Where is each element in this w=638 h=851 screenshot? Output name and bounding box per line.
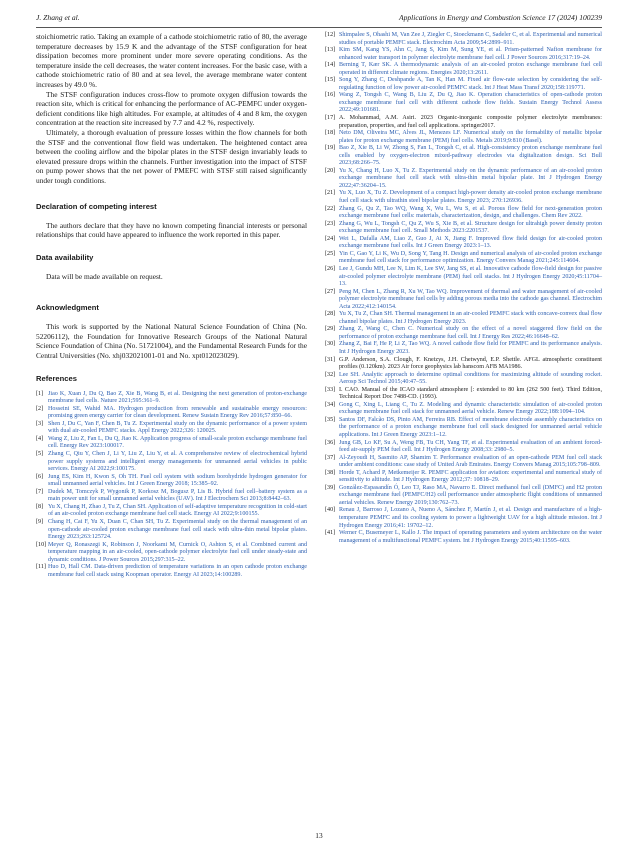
reference-item [325,326,602,341]
reference-number: [6] [36,473,44,480]
reference-number: [16] [325,92,336,99]
reference-item [325,206,602,221]
reference-item [325,190,602,205]
reference-item [325,485,602,508]
reference-item [325,115,602,130]
reference-item [325,266,602,289]
reference-link[interactable]: Shen J, Du C, Yan F, Chen B, Tu Z. Experimental study on the dynamic performance of a power system with dual air-cooled PEMFC stacks. Appl Energy 2022;326: 120025. [48,420,307,435]
reference-number: [11] [36,564,46,571]
reference-link[interactable]: Wang Z, Liu Z, Fan L, Du Q, Jiao K. Application progress of small-scale proton exchange membrane fuel cell. Energy Rev 2023:100017. [48,435,307,450]
reference-item [325,455,602,470]
reference-number: [20] [325,167,336,174]
paragraph-2: The STSF configuration induces cross-flow to promote oxygen diffusion towards the reaction site, which is critical for enhancing the performance of AC-PEMFC under oxygen-deficient conditions like high altitudes. For example, at altitudes of 4 and 8 km, the oxygen concentration at the reaction site increased by 7.7 and 4.2 %, respectively. [36,89,307,128]
reference-number: [38] [325,469,336,476]
reference-link: A. Mohammad, A.M. Asiri. 2023 Organic-inorganic composite polymer electrolyte membranes: preparation, properties, and fuel cell applications. springer2017. [339,115,602,129]
reference-item [36,542,307,565]
reference-item [325,145,602,168]
acknowledgment-heading: Acknowledgment [36,303,99,313]
reference-list-right [325,32,602,545]
reference-number: [28] [325,311,336,318]
references-heading: References [36,373,77,383]
reference-link[interactable]: González-Espasandín Ó, Leo TJ, Raso MA, Navarro E. Direct methanol fuel cell (DMFC) and H2 proton exchange membrane fuel (PEMFC/H2) cell performance under atmospheric flight conditions of unmanned aerial vehicles. Renew Energy 2019;130:762–73. [339,484,602,506]
reference-item [325,507,602,530]
reference-item [325,47,602,62]
reference-link[interactable]: Lee SH. Analytic approach to determine optimal conditions for maximizing altitude of sounding rocket. Aerosp Sci Technol 2015;40:47–55. [339,371,602,386]
reference-item [325,311,602,326]
reference-link[interactable]: Al-Zeyoudi H, Sasmito AP, Shamim T. Performance evaluation of an open-cathode PEM fuel cell stack under ambient conditions: case study of United Arab Emirates. Energy Convers Manag 2015;105:798–809. [339,454,602,469]
reference-link[interactable]: Bao Z, Xie B, Li W, Zhong S, Fan L, Tongsh C, et al. High-consistency proton exchange membrane fuel cells enabled by oxygen-electron mixed-pathway electrodes via digitalization design. Sci Bull 2023;68:266–75. [339,145,602,167]
reference-number: [29] [325,326,336,333]
reference-item [36,564,307,579]
reference-link[interactable]: Peng M, Chen L, Zhang R, Xu W, Tao WQ. Improvement of thermal and water management of air-cooled polymer electrolyte membrane fuel cells by adding porous media into the cathode gas channel. Electrochim Acta 2022;412:140154. [339,288,602,310]
reference-item [36,474,307,489]
reference-item [325,440,602,455]
right-column [325,32,602,545]
reference-number: [41] [325,530,336,537]
reference-link: I. CAO. Manual of the ICAO standard atmosphere [: extended to 80 km (262 500 feet). Third Edition, Technical Report Doc 7488-CD. (1993). [339,386,602,401]
reference-item [36,421,307,436]
reference-link[interactable]: Wei L, Dafalla AM, Liao Z, Guo J, Ai X, Jiang F. Improved flow field design for air-cooled proton exchange membrane fuel cells. Int J Green Energy 2023:1–13. [339,235,602,250]
running-header [36,13,602,27]
reference-number: [9] [36,518,44,525]
reference-link[interactable]: Dudek M, Tomczyk P, Wygonik P, Korkosz M, Bogusz P, Lis B. Hybrid fuel cell–battery system as a main power unit for small unmanned aerial vehicles (UAV). Int J Electrochem Sci 2013;8:8442–63. [48,488,307,503]
reference-number: [25] [325,250,336,257]
reference-link[interactable]: Huo D, Hall CM. Data-driven prediction of temperature variations in an open cathode proton exchange membrane fuel cell stack using Koopman operator. Energy AI 2023;14:100289. [48,564,307,578]
reference-number: [30] [325,341,336,348]
reference-item [325,236,602,251]
reference-number: [4] [36,435,44,442]
reference-number: [10] [36,541,47,548]
header-authors: J. Zhang et al. [36,13,80,22]
reference-number: [23] [325,220,336,227]
reference-link[interactable]: Zhang G, Qu Z, Tao WQ, Wang X, Wu L, Wu S, et al. Porous flow field for next-generation proton exchange membrane fuel cells: materials, characterization, design, and challenges. Chem Rev 2022. [339,205,602,220]
paragraph-3: Ultimately, a thorough evaluation of pressure losses within the flow channels for both the STSF and the conventional flow field was undertaken. The heightened contact area between the cooling airflow and the bipolar plates in the STSF design invariably leads to elevated pressure drops within the channels. Further investigation into the impact of STSF on pump power shows that the net power of PMEFC with STSF still raised significantly under tough conditions. [36,127,307,185]
reference-number: [1] [36,390,44,397]
reference-link[interactable]: Chang H, Cai F, Yu X, Duan C, Chan SH, Tu Z. Experimental study on the thermal management of an open-cathode air-cooled proton exchange membrane fuel cell stack with ultra-thin metal bipolar plates. Energy 2023;263:125724. [48,518,307,541]
reference-number: [5] [36,451,44,458]
reference-link[interactable]: Wang Z, Tongsh C, Wang B, Liu Z, Du Q, Jiao K. Operation characteristics of open-cathode proton exchange membrane fuel cell with different cathode flow fields. Sustain Energy Technol Assess 2022;49:101681. [339,92,602,114]
reference-item [325,470,602,485]
acknowledgment-text: This work is supported by the National Natural Science Foundation of China (No. 52206112), the Foundation for Innovative Research Groups of the National Natural Science Foundation of China (No. 51721004), and the Fundamental Research Funds for the Central Universities (No. xhj032021001-01 and No. xpt012023029). [36,322,307,361]
reference-number: [14] [325,62,336,69]
left-column [36,32,307,579]
reference-number: [15] [325,77,336,84]
reference-number: [13] [325,47,336,54]
reference-item [325,341,602,356]
reference-link[interactable]: Zhang Z, Wang C, Chen C. Numerical study on the effect of a novel staggered flow field on the performance of proton exchange membrane fuel cell. Int J Energy Res 2022;46:16648–62. [339,326,602,340]
reference-link[interactable]: Horde T, Achard P, Metkemeijer R. PEMFC application for aviation: experimental and numerical study of sensitivity to altitude. Int J Hydrogen Energy 2012;37: 10818–29. [339,469,602,484]
reference-link: G.P. Anderson, S.A. Clough, F. Kneizys, J.H. Chetwynd, E.P. Shettle. AFGL atmospheric constituent profiles (0.120km). 2023 Air force geophysics lab hanscom AFB MA1986. [339,356,602,371]
competing-interest-heading: Declaration of competing interest [36,201,157,211]
reference-number: [40] [325,507,336,514]
reference-number: [37] [325,454,336,461]
reference-link[interactable]: Yu X, Chang H, Luo X, Tu Z. Experimental study on the dynamic performance of an air-cooled proton exchange membrane fuel cell stack with ultra-thin metal bipolar plate. Int J Hydrogen Energy 2022;47:36204–15. [339,167,602,189]
reference-number: [12] [325,32,336,38]
reference-item [325,289,602,312]
reference-link[interactable]: Jung GB, Lo KF, Su A, Weng FB, Tu CH, Yang TF, et al. Experimental evaluation of an ambient forced-feed air-supply PEM fuel cell. Int J Hydrogen Energy 2008;33: 2980–5. [339,439,602,454]
reference-number: [19] [325,145,336,152]
reference-number: [36] [325,439,336,446]
reference-item [325,417,602,440]
reference-item [36,436,307,451]
reference-link[interactable]: Song Y, Zhang C, Deshpande A, Tan K, Han M. Fixed air flow-rate selection by considering the self-regulating function of low power air-cooled PEMFC stack. Int J Heat Mass Transf 2020;158:119771. [339,77,602,91]
reference-item [325,168,602,191]
reference-item [36,489,307,504]
reference-number: [24] [325,235,336,242]
reference-link[interactable]: Neto DM, Oliveira MC, Alves JL, Menezes LF. Numerical study on the formability of metallic bipolar plates for proton exchange membrane (PEM) fuel cells. Metals 2019;9:810 (Basel). [339,130,602,144]
reference-link[interactable]: Yu X, Luo X, Tu Z. Development of a compact high-power density air-cooled proton exchange membrane fuel cell stack with ultrathin steel bipolar plates. Energy 2023; 270:126936. [339,190,602,205]
reference-link[interactable]: Werner C, Busemeyer L, Kallo J. The impact of operating parameters and system architecture on the water management of a multifunctional PEMFC system. Int J Hydrogen Energy 2015;40:11595–603. [339,530,602,544]
header-journal: Applications in Energy and Combustion Science 17 (2024) 100239 [398,13,602,22]
reference-item [36,519,307,542]
reference-item [325,357,602,372]
reference-link[interactable]: Jiao K, Xuan J, Du Q, Bao Z, Xie B, Wang B, et al. Designing the next generation of proton-exchange membrane fuel cells. Nature 2021;595:361–9. [48,390,307,405]
reference-link[interactable]: Jung ES, Kim H, Kwon S, Oh TH. Fuel cell system with sodium borohydride hydrogen generator for small unmanned aerial vehicles. Int J Green Energy 2018; 15:385–92. [48,473,307,488]
reference-number: [35] [325,416,336,423]
reference-item [36,406,307,421]
reference-number: [27] [325,288,336,295]
reference-link[interactable]: Gong C, Xing L, Liang C, Tu Z. Modeling and dynamic characteristic simulation of air-cooled proton exchange membrane fuel cell stack for unmanned aerial vehicle. Renew Energy 2022;188:1094–104. [339,401,602,416]
reference-link[interactable]: Yin C, Gao Y, Li K, Wu D, Song Y, Tang H. Design and numerical analysis of air-cooled proton exchange membrane fuel cell stack for performance optimization. Energy Convers Manag 2021;245:114604. [339,250,602,265]
reference-link[interactable]: Zhang C, Qiu Y, Chen J, Li Y, Liu Z, Liu Y, et al. A comprehensive review of electrochemical hybrid power supply systems and intelligent energy managements for unmanned aerial vehicles in public services. Energy AI 2022;9:100175. [48,451,307,473]
competing-interest-text: The authors declare that they have no known competing financial interests or personal relationships that could have appeared to influence the work reported in this paper. [36,220,307,240]
reference-item [36,504,307,519]
reference-link[interactable]: Zhang Z, Bai F, He P, Li Z, Tao WQ. A novel cathode flow field for PEMFC and its performance analysis. Int J Hydrogen Energy 2023. [339,341,602,355]
reference-number: [21] [325,190,336,197]
reference-item [325,130,602,145]
reference-number: [17] [325,115,336,122]
reference-item [325,32,602,47]
reference-item [325,251,602,266]
reference-link[interactable]: Berning T, Kær SK. A thermodynamic analysis of an air-cooled proton exchange membrane fuel cell operated in different climate regions. Energies 2020;13:2611. [339,62,602,76]
reference-number: [3] [36,420,44,427]
reference-link[interactable]: Yu X, Tu Z, Chan SH. Thermal management in an air-cooled PEMFC stack with concave-convex dual flow channel bipolar plates. Int J Hydrogen Energy 2023. [339,311,602,325]
reference-link[interactable]: Zhang G, Wu L, Tongsh C, Qu Z, Wu S, Xie B, et al. Structure design for ultrahigh power density proton exchange membrane fuel cell. Small Methods 2023:2201537. [339,220,602,235]
reference-number: [34] [325,401,336,408]
reference-link[interactable]: Renau J, Barroso J, Lozano A, Nueno A, Sánchez F, Martín J, et al. Design and manufacture of a high-temperature PEMFC and its cooling system to power a lightweight UAV for a high altitude mission. Int J Hydrogen Energy 2016;41: 19702–12. [339,507,602,529]
reference-item [325,372,602,387]
reference-item [325,77,602,92]
reference-number: [33] [325,386,336,393]
reference-number: [8] [36,503,44,510]
reference-item [325,530,602,545]
reference-number: [2] [36,405,44,412]
data-availability-heading: Data availability [36,252,94,262]
reference-number: [39] [325,484,336,491]
data-availability-text: Data will be made available on request. [46,271,163,281]
reference-link[interactable]: Lee J, Gundu MH, Lee N, Lim K, Lee SW, Jang SS, et al. Innovative cathode flow-field design for passive air-cooled polymer electrolyte membrane (PEM) fuel cell stacks. Int J Hydrogen Energy 2020;45:11704–13. [339,265,602,288]
reference-link[interactable]: Kim SM, Kang YS, Ahn C, Jang S, Kim M, Sung YE, et al. Prism-patterned Nafion membrane for enhanced water transport in polymer electrolyte membrane fuel cell. J Power Sources 2016;317:19–24. [339,47,602,61]
reference-item [325,402,602,417]
reference-item [36,391,307,406]
paragraph-1: stoichiometric ratio. Taking an example of a cathode stoichiometric ratio of 80, the average temperature decreases by 15.9 K and the advantage of the STSF configuration for heat dissipation becomes more prominent under more severe operating conditions. As the temperature inside the cell decreases, the water content increases. For the basic case, with a cathode stoichiometric ratio of 80 and at sea level, the average membrane water content increases by 49.0 %. [36,32,307,89]
page-number: 13 [315,831,323,840]
reference-item [325,387,602,402]
reference-link[interactable]: Santos DF, Falcão DS, Pinto AM, Ferreira RB. Effect of membrane electrode assembly characteristics on the performance of a proton exchange membrane fuel cell stack designed for unmanned aerial vehicle applications. Int J Green Energy 2023:1–12. [339,416,602,438]
header-rule [36,27,602,28]
reference-link[interactable]: Shimpalee S, Ohashi M, Van Zee J, Ziegler C, Stoeckmann C, Sadeler C, et al. Experimental and numerical studies of portable PEMFC stack. Electrochim Acta 2009;54:2899–911. [339,32,602,46]
reference-link[interactable]: Meyer Q, Ronaszegi K, Robinson J, Noorkami M, Curnick O, Ashton S, et al. Combined current and temperature mapping in an air-cooled, open-cathode polymer electrolyte fuel cell under steady-state and dynamic conditions. J Power Sources 2015;297:315–22. [48,541,307,563]
reference-number: [32] [325,371,336,378]
reference-number: [7] [36,488,44,495]
reference-number: [31] [325,356,336,363]
reference-list-left [36,391,307,580]
reference-link[interactable]: Yu X, Chang H, Zhao J, Tu Z, Chan SH. Application of self-adaptive temperature recognition in cold-start of an air-cooled proton exchange membrane fuel cell stack. Energy AI 2022;9:100155. [48,503,307,518]
reference-item [325,92,602,115]
reference-item [325,62,602,77]
reference-number: [22] [325,205,336,212]
reference-item [325,221,602,236]
reference-number: [26] [325,265,336,272]
reference-link[interactable]: Hosseini SE, Wahid MA. Hydrogen production from renewable and sustainable energy resources: promising green energy carrier for clean development. Renew Sustain Energy Rev 2016;57:850–66. [48,405,307,420]
reference-number: [18] [325,130,336,137]
reference-item [36,451,307,474]
